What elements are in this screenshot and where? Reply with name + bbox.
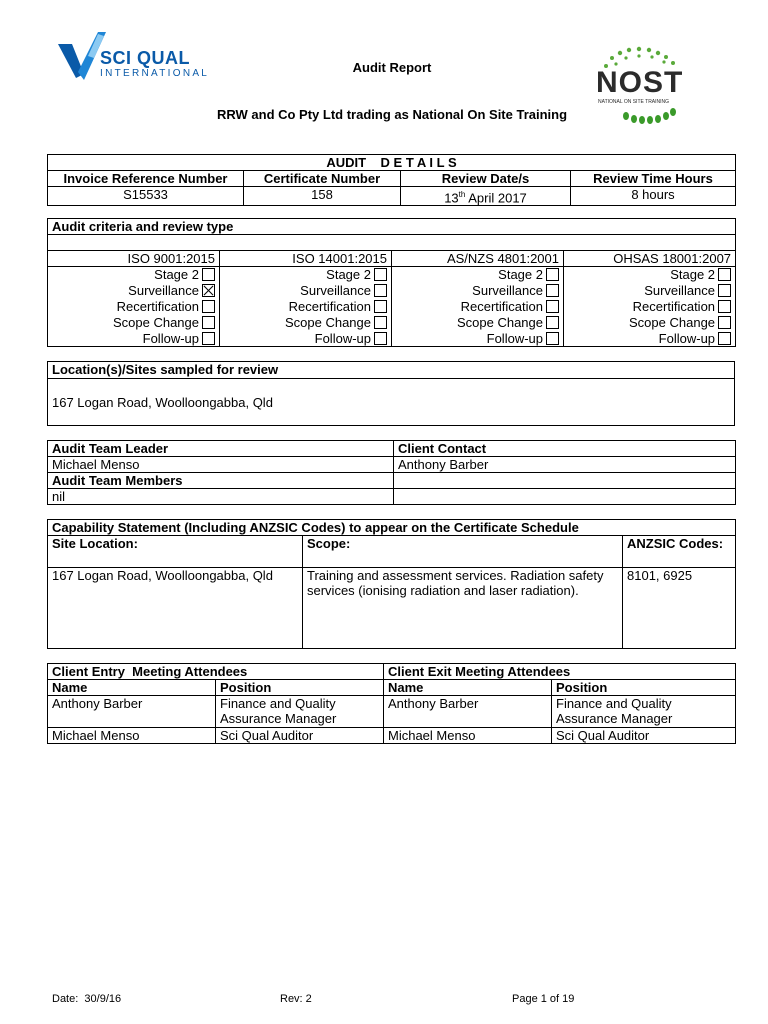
sci-qual-logo — [54, 28, 224, 84]
entry-position: Finance and Quality Assurance Manager — [216, 696, 384, 728]
capability-title: Capability Statement (Including ANZSIC Codes) to appear on the Certificate Schedule — [48, 520, 736, 536]
iso9001-recert — [48, 299, 220, 315]
exit-name: Michael Menso — [384, 728, 552, 744]
entry-name-header: Name — [48, 680, 216, 696]
capability-table — [47, 519, 736, 649]
anzsic-codes-label: ANZSIC Codes: — [623, 536, 736, 568]
client-contact-value: Anthony Barber — [394, 457, 736, 473]
type-label: Follow-up — [658, 330, 716, 346]
asnzs4801-recert — [392, 299, 564, 315]
audit-team-table — [47, 440, 736, 505]
team-empty-cell — [394, 473, 736, 489]
exit-name-header: Name — [384, 680, 552, 696]
team-empty-cell — [394, 489, 736, 505]
type-label: Surveillance — [472, 282, 543, 298]
type-label: Scope Change — [629, 314, 716, 330]
follow-up-checkbox[interactable] — [546, 332, 559, 345]
follow-up-checkbox[interactable] — [202, 332, 215, 345]
ohsas18001-followup — [564, 331, 736, 347]
site-location-value: 167 Logan Road, Woolloongabba, Qld — [48, 568, 303, 649]
scope-label: Scope: — [303, 536, 623, 568]
iso14001-recert — [220, 299, 392, 315]
exit-name: Anthony Barber — [384, 696, 552, 728]
type-label: Recertification — [632, 298, 716, 314]
type-label: Follow-up — [142, 330, 199, 346]
type-label: Recertification — [288, 298, 371, 314]
company-name: RRW and Co Pty Ltd trading as National On Site Training — [216, 107, 568, 122]
exit-position-header: Position — [552, 680, 736, 696]
type-label: Recertification — [460, 298, 543, 314]
report-title: Audit Report — [352, 60, 432, 75]
surveillance-checkbox-checked[interactable] — [202, 284, 215, 297]
anzsic-codes-value: 8101, 6925 — [623, 568, 736, 649]
iso9001-scope — [48, 315, 220, 331]
standard-iso9001: ISO 9001:2015 — [48, 251, 220, 267]
standard-iso14001: ISO 14001:2015 — [220, 251, 392, 267]
surveillance-checkbox[interactable] — [718, 284, 731, 297]
locations-title: Location(s)/Sites sampled for review — [48, 362, 735, 379]
type-label: Stage 2 — [154, 267, 199, 282]
ohsas18001-recert — [564, 299, 736, 315]
iso9001-followup — [48, 331, 220, 347]
type-label: Recertification — [116, 298, 199, 314]
site-location-label: Site Location: — [48, 536, 303, 568]
nost-logo-sub: NATIONAL ON SITE TRAINING — [598, 99, 670, 105]
type-label: Stage 2 — [326, 267, 371, 282]
entry-position: Sci Qual Auditor — [216, 728, 384, 744]
entry-name: Michael Menso — [48, 728, 216, 744]
scope-value: Training and assessment services. Radiation safety services (ionising radiation and laser radiation). — [303, 568, 623, 649]
locations-table — [47, 361, 735, 426]
stage2-checkbox[interactable] — [202, 268, 215, 281]
type-label: Surveillance — [644, 282, 716, 298]
entry-meeting-title: Client Entry Meeting Attendees — [48, 664, 384, 680]
type-label: Stage 2 — [498, 267, 543, 282]
iso9001-stage2 — [48, 267, 220, 283]
nost-logo-name: NOST — [596, 66, 684, 99]
audit-criteria-title: Audit criteria and review type — [48, 219, 736, 235]
type-label: Stage 2 — [670, 267, 716, 282]
asnzs4801-stage2 — [392, 267, 564, 283]
review-date-sup: th — [458, 190, 466, 199]
recertification-checkbox[interactable] — [202, 300, 215, 313]
audit-details-title: AUDIT D E T A I L S — [48, 155, 736, 171]
client-contact-label: Client Contact — [394, 441, 736, 457]
asnzs4801-surveillance — [392, 283, 564, 299]
review-hours-value: 8 hours — [571, 187, 736, 206]
certificate-value: 158 — [244, 187, 401, 206]
asnzs4801-followup — [392, 331, 564, 347]
scope-change-checkbox[interactable] — [718, 316, 731, 329]
team-leader-value: Michael Menso — [48, 457, 394, 473]
table-row — [48, 696, 736, 728]
exit-position: Sci Qual Auditor — [552, 728, 736, 744]
team-members-value: nil — [48, 489, 394, 505]
review-date-value — [401, 187, 571, 206]
iso14001-surveillance — [220, 283, 392, 299]
ohsas18001-scope — [564, 315, 736, 331]
type-label: Scope Change — [112, 314, 199, 330]
col-review-date-header: Review Date/s — [401, 171, 571, 187]
iso9001-surveillance — [48, 283, 220, 299]
exit-position: Finance and Quality Assurance Manager — [552, 696, 736, 728]
locations-value: 167 Logan Road, Woolloongabba, Qld — [48, 379, 735, 426]
surveillance-checkbox[interactable] — [546, 284, 559, 297]
audit-criteria-blank — [48, 235, 736, 251]
review-date-rest: April 2017 — [465, 190, 527, 206]
iso14001-stage2 — [220, 267, 392, 283]
meeting-attendees-table — [47, 663, 736, 744]
recertification-checkbox[interactable] — [374, 300, 387, 313]
type-label: Follow-up — [486, 330, 543, 346]
team-leader-label: Audit Team Leader — [48, 441, 394, 457]
stage2-checkbox[interactable] — [374, 268, 387, 281]
iso14001-followup — [220, 331, 392, 347]
recertification-checkbox[interactable] — [718, 300, 731, 313]
invoice-value: S15533 — [48, 187, 244, 206]
team-members-label: Audit Team Members — [48, 473, 394, 489]
scope-change-checkbox[interactable] — [202, 316, 215, 329]
review-date-day: 13 — [444, 190, 459, 206]
iso14001-scope — [220, 315, 392, 331]
recertification-checkbox[interactable] — [546, 300, 559, 313]
stage2-checkbox[interactable] — [718, 268, 731, 281]
exit-meeting-title: Client Exit Meeting Attendees — [384, 664, 736, 680]
asnzs4801-scope — [392, 315, 564, 331]
ohsas18001-stage2 — [564, 267, 736, 283]
type-label: Surveillance — [128, 282, 199, 298]
type-label: Surveillance — [300, 282, 371, 298]
standard-asnzs4801: AS/NZS 4801:2001 — [392, 251, 564, 267]
type-label: Scope Change — [456, 314, 543, 330]
scope-change-checkbox[interactable] — [546, 316, 559, 329]
follow-up-checkbox[interactable] — [374, 332, 387, 345]
stage2-checkbox[interactable] — [546, 268, 559, 281]
follow-up-checkbox[interactable] — [718, 332, 731, 345]
footer-date: Date: 30/9/16 — [52, 993, 122, 1005]
ohsas18001-surveillance — [564, 283, 736, 299]
audit-details-table — [47, 154, 736, 206]
entry-position-header: Position — [216, 680, 384, 696]
footer-rev: Rev: 2 — [280, 993, 312, 1005]
standard-ohsas18001: OHSAS 18001:2007 — [564, 251, 736, 267]
col-invoice-header: Invoice Reference Number — [48, 171, 244, 187]
col-review-hours-header: Review Time Hours — [571, 171, 736, 187]
table-row — [48, 728, 736, 744]
sci-qual-logo-sub: INTERNATIONAL — [100, 68, 210, 79]
surveillance-checkbox[interactable] — [374, 284, 387, 297]
type-label: Follow-up — [314, 330, 371, 346]
entry-name: Anthony Barber — [48, 696, 216, 728]
col-certificate-header: Certificate Number — [244, 171, 401, 187]
footer-page: Page 1 of 19 — [512, 993, 575, 1005]
scope-change-checkbox[interactable] — [374, 316, 387, 329]
sci-qual-logo-name: SCI QUAL — [100, 48, 191, 68]
audit-criteria-table — [47, 218, 736, 347]
type-label: Scope Change — [284, 314, 371, 330]
